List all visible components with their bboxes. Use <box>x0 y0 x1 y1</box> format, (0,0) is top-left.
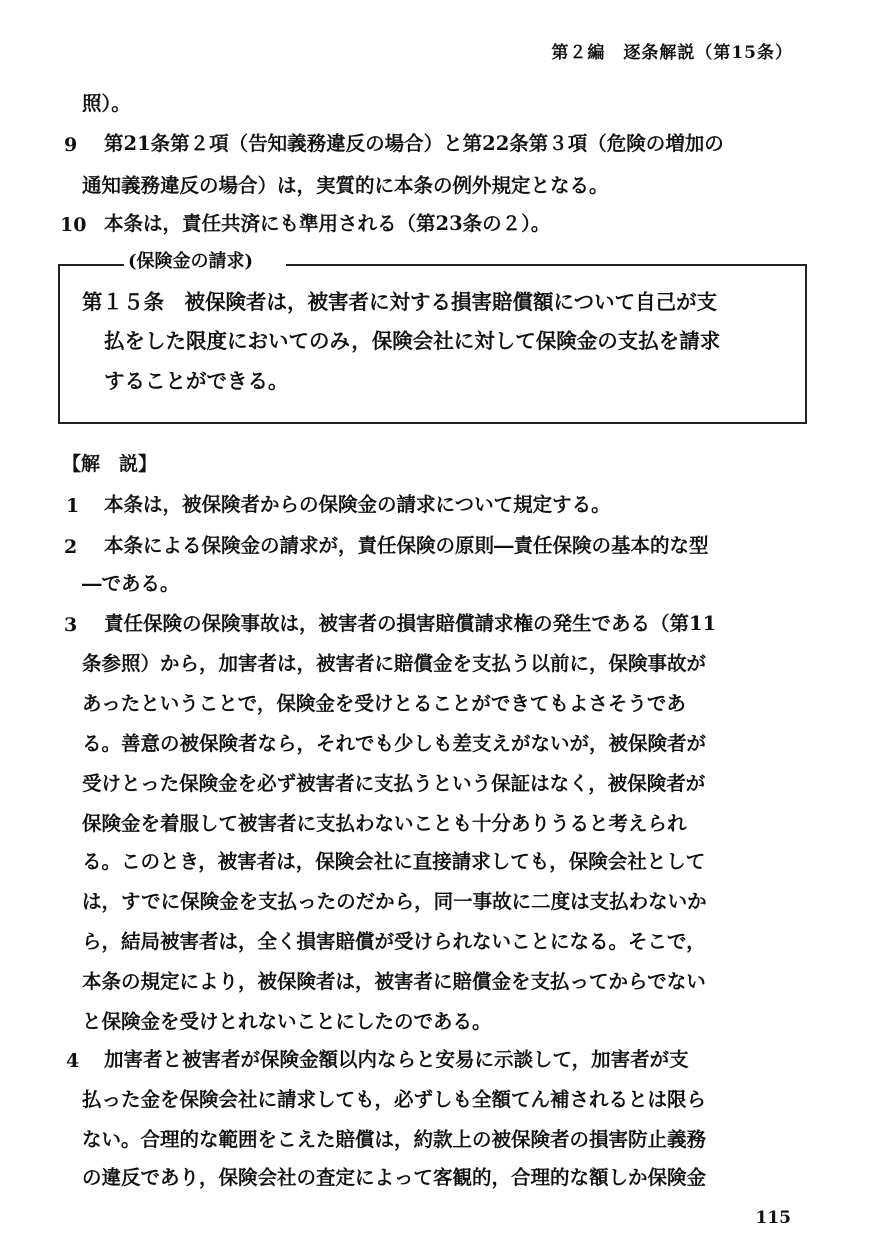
article-line-3: することができる。 <box>104 369 289 393</box>
item-3-line-5: 受けとった保険金を必ず被害者に支払うという保証はなく，被保険者が <box>82 772 706 795</box>
item-4-line-4: の違反であり，保険会社の査定によって客観的，合理的な額しか保険金 <box>82 1166 707 1189</box>
item-number-1: 1 <box>66 495 80 517</box>
item-3-line-7: る。このとき，被害者は，保険会社に直接請求しても，保険会社として <box>82 850 706 873</box>
item-3-line-10: 本条の規定により，被保険者は，被害者に賠償金を支払ってからでない <box>82 970 706 993</box>
article-box-top-border-left <box>58 264 124 266</box>
item-3-line-9: ら，結局被害者は，全く損害賠償が受けられないことになる。そこで， <box>82 930 706 953</box>
item-number-9: 9 <box>64 134 78 156</box>
item-2-line-2: ―である。 <box>82 572 180 595</box>
article-caption: (保険金の請求) <box>128 251 254 272</box>
item-10-line-1: 本条は，責任共済にも準用される（第23条の２）。 <box>104 212 551 235</box>
item-3-line-6: 保険金を着服して被害者に支払わないことも十分ありうると考えられ <box>82 812 687 835</box>
item-9-line-1: 第21条第２項（告知義務違反の場合）と第22条第３項（危険の増加の <box>104 132 724 155</box>
running-head: 第２編 逐条解説（第15条） <box>551 43 793 63</box>
item-3-line-2: 条参照）から，加害者は，被害者に賠償金を支払う以前に，保険事故が <box>82 652 707 675</box>
continuation-line: 照）。 <box>82 92 131 115</box>
item-3-line-4: る。善意の被保険者なら，それでも少しも差支えがないが，被保険者が <box>82 732 707 755</box>
item-number-2: 2 <box>64 536 78 558</box>
item-2-line-1: 本条による保険金の請求が，責任保険の原則―責任保険の基本的な型 <box>104 534 709 557</box>
item-9-line-2: 通知義務違反の場合）は，実質的に本条の例外規定となる。 <box>82 174 609 197</box>
item-number-10: 10 <box>60 214 87 236</box>
page-number: 115 <box>755 1208 791 1228</box>
commentary-heading: 【解 説】 <box>62 453 158 475</box>
article-line-2: 払をした限度においてのみ，保険会社に対して保険金の支払を請求 <box>104 329 721 353</box>
item-4-line-1: 加害者と被害者が保険金額以内ならと安易に示談して，加害者が支 <box>104 1048 689 1071</box>
item-3-line-3: あったということで，保険金を受けとることができてもよさそうであ <box>82 692 686 715</box>
article-box-top-border-right <box>286 264 807 266</box>
item-number-3: 3 <box>64 614 78 636</box>
item-3-line-11: と保険金を受けとれないことにしたのである。 <box>82 1010 492 1033</box>
article-line-1: 第１５条 被保険者は，被害者に対する損害賠償額について自己が支 <box>82 290 718 314</box>
item-4-line-3: ない。合理的な範囲をこえた賠償は，約款上の被保険者の損害防止義務 <box>82 1128 707 1151</box>
item-1-line-1: 本条は，被保険者からの保険金の請求について規定する。 <box>104 493 611 516</box>
item-number-4: 4 <box>66 1050 80 1072</box>
item-4-line-2: 払った金を保険会社に請求しても，必ずしも全額てん補されるとは限ら <box>82 1088 707 1111</box>
item-3-line-1: 責任保険の保険事故は，被害者の損害賠償請求権の発生である（第11 <box>104 612 717 635</box>
item-3-line-8: は，すでに保険金を支払ったのだから，同一事故に二度は支払わないか <box>82 890 707 913</box>
